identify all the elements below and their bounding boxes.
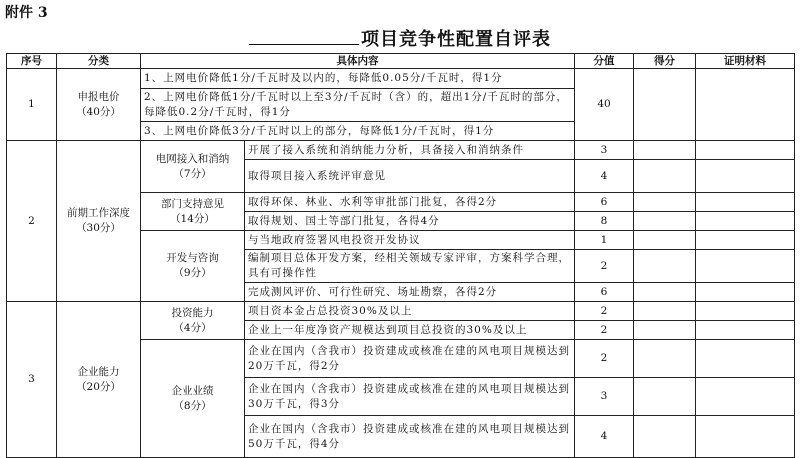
content-cell: 编制项目总体开发方案，经相关领域专家评审，方案科学合理，具有可操作性 [245,250,575,283]
content-cell: 取得环保、林业、水利等审批部门批复，各得2分 [245,193,575,212]
got-score-cell[interactable] [634,302,696,321]
header-evidence: 证明材料 [696,54,795,69]
subcategory-cell: 部门支持意见 （14分） [141,193,245,231]
evidence-cell[interactable] [696,283,795,302]
got-score-cell[interactable] [634,340,696,378]
group-category: 申报电价 （40分） [57,69,141,141]
score-cell: 6 [575,283,634,302]
group-no: 1 [7,69,57,141]
got-score-cell[interactable] [634,160,696,193]
content-cell: 1、上网电价降低1分/千瓦时及以内的，每降低0.05分/千瓦时，得1分 [141,69,575,89]
score-cell: 4 [575,416,634,458]
got-score-cell[interactable] [634,321,696,340]
evidence-cell[interactable] [696,378,795,416]
score-cell: 2 [575,250,634,283]
subcategory-cell: 开发与咨询 （9分） [141,231,245,302]
content-cell: 企业在国内（含我市）投资建成或核准在建的风电项目规模达到50万千瓦，得4分 [245,416,575,458]
group-category: 企业能力 （20分） [57,302,141,458]
evidence-cell[interactable] [696,416,795,458]
content-cell: 完成测风评价、可行性研究、场址勘察，各得2分 [245,283,575,302]
content-cell: 开展了接入系统和消纳能力分析，具备接入和消纳条件 [245,141,575,160]
subcategory-cell: 电网接入和消纳 （7分） [141,141,245,193]
title-blank-underline [249,26,359,45]
got-score-cell[interactable] [634,212,696,231]
content-cell: 取得项目接入系统评审意见 [245,160,575,193]
score-cell: 3 [575,141,634,160]
got-score-cell[interactable] [634,193,696,212]
subcategory-cell: 投资能力 （4分） [141,302,245,340]
evidence-cell[interactable] [696,193,795,212]
header-score-got: 得分 [634,54,696,69]
content-cell: 企业在国内（含我市）投资建成或核准在建的风电项目规模达到30万千瓦，得3分 [245,378,575,416]
title-area [0,25,800,51]
header-score-value: 分值 [575,54,634,69]
score-cell: 8 [575,212,634,231]
score-cell: 1 [575,231,634,250]
evaluation-table [6,53,795,458]
score-cell: 2 [575,340,634,378]
score-cell: 6 [575,193,634,212]
content-cell: 企业在国内（含我市）投资建成或核准在建的风电项目规模达到20万千瓦，得2分 [245,340,575,378]
got-score-cell[interactable] [634,141,696,160]
got-score-cell[interactable] [634,231,696,250]
group-category: 前期工作深度 （30分） [57,141,141,302]
content-cell: 2、上网电价降低1分/千瓦时以上至3分/千瓦时（含）的，超出1分/千瓦时的部分，每降低0.2分/千瓦时，得1分 [141,89,575,122]
evidence-cell[interactable] [696,302,795,321]
table-row [7,141,795,160]
header-no: 序号 [7,54,57,69]
got-score-cell[interactable] [634,69,696,141]
attachment-label: 附件 3 [5,5,48,21]
content-cell: 与当地政府签署风电投资开发协议 [245,231,575,250]
got-score-cell[interactable] [634,250,696,283]
evidence-cell[interactable] [696,212,795,231]
subcategory-cell: 企业业绩 （8分） [141,340,245,458]
page-title: 项目竞争性配置自评表 [361,29,551,50]
group-no: 3 [7,302,57,458]
evidence-cell[interactable] [696,69,795,141]
content-cell: 项目资本金占总投资30%及以上 [245,302,575,321]
score-cell: 4 [575,160,634,193]
got-score-cell[interactable] [634,283,696,302]
got-score-cell[interactable] [634,416,696,458]
header-content: 具体内容 [141,54,575,69]
header-category: 分类 [57,54,141,69]
score-cell: 2 [575,302,634,321]
table-row [7,302,795,321]
evidence-cell[interactable] [696,321,795,340]
score-cell: 3 [575,378,634,416]
evidence-cell[interactable] [696,141,795,160]
content-cell: 取得规划、国土等部门批复，各得4分 [245,212,575,231]
content-cell: 3、上网电价降低3分/千瓦时以上的部分，每降低1分/千瓦时，得1分 [141,122,575,141]
score-cell: 2 [575,321,634,340]
score-cell: 40 [575,69,634,141]
got-score-cell[interactable] [634,378,696,416]
evidence-cell[interactable] [696,250,795,283]
header-row [7,54,795,69]
group-no: 2 [7,141,57,302]
evidence-cell[interactable] [696,160,795,193]
evidence-cell[interactable] [696,340,795,378]
table-row [7,69,795,89]
evidence-cell[interactable] [696,231,795,250]
content-cell: 企业上一年度净资产规模达到项目总投资的30%及以上 [245,321,575,340]
